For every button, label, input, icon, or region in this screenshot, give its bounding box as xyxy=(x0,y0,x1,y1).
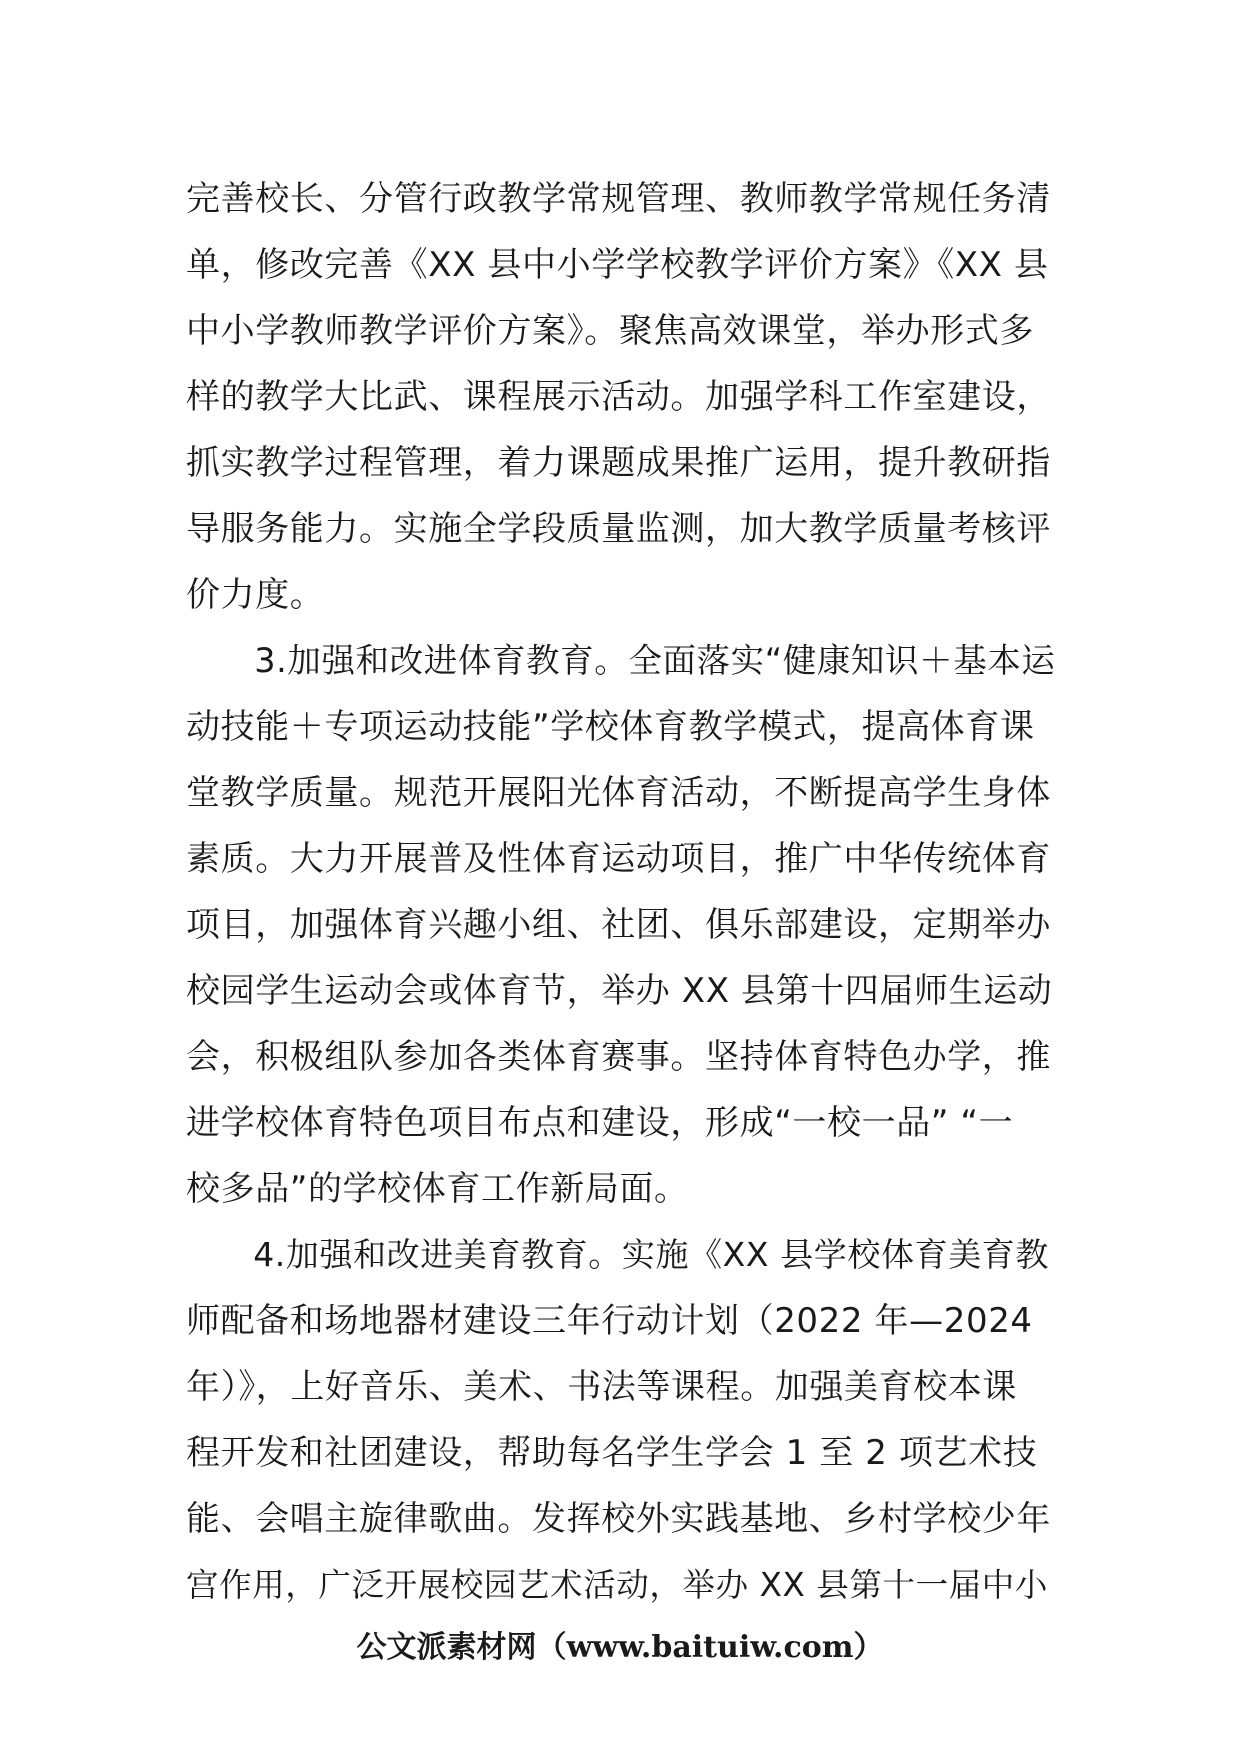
text-line: 校多品”的学校体育工作新局面。 xyxy=(186,1169,689,1209)
text-line: 堂教学质量。规范开展阳光体育活动，不断提高学生身体 xyxy=(186,773,1051,813)
text-line: 单，修改完善《XX 县中小学学校教学评价方案》《XX 县 xyxy=(186,245,1049,285)
text-line: 校园学生运动会或体育节，举办 XX 县第十四届师生运动 xyxy=(186,971,1053,1011)
text-line: 动技能＋专项运动技能”学校体育教学模式，提高体育课 xyxy=(186,707,1035,747)
text-line: 4.加强和改进美育教育。实施《XX 县学校体育美育教 xyxy=(186,1235,1049,1274)
text-line: 完善校长、分管行政教学常规管理、教师教学常规任务清 xyxy=(186,179,1051,219)
text-line: 抓实教学过程管理，着力课题成果推广运用，提升教研指 xyxy=(186,443,1051,483)
text-line: 能、会唱主旋律歌曲。发挥校外实践基地、乡村学校少年 xyxy=(186,1499,1051,1539)
text-line: 价力度。 xyxy=(186,575,325,615)
text-line: 会，积极组队参加各类体育赛事。坚持体育特色办学，推 xyxy=(186,1037,1051,1077)
text-line: 师配备和场地器材建设三年行动计划（2022 年—2024 xyxy=(186,1301,1033,1341)
text-line: 年）》，上好音乐、美术、书法等课程。加强美育校本课 xyxy=(186,1367,1017,1407)
text-line: 导服务能力。实施全学段质量监测，加大教学质量考核评 xyxy=(186,509,1051,549)
text-line: 项目，加强体育兴趣小组、社团、俱乐部建设，定期举办 xyxy=(186,905,1051,945)
text-line: 中小学教师教学评价方案》。聚焦高效课堂，举办形式多 xyxy=(186,311,1034,351)
body-text xyxy=(186,166,1057,1618)
text-line: 宫作用，广泛开展校园艺术活动，举办 XX 县第十一届中小 xyxy=(186,1566,1048,1604)
text-line: 3.加强和改进体育教育。全面落实“健康知识＋基本运 xyxy=(186,641,1056,680)
text-line: 进学校体育特色项目布点和建设，形成“一校一品” “一 xyxy=(186,1103,1014,1143)
text-line: 样的教学大比武、课程展示活动。加强学科工作室建设， xyxy=(186,377,1051,417)
text-line: 程开发和社团建设，帮助每名学生学会 1 至 2 项艺术技 xyxy=(186,1433,1038,1473)
text-line: 素质。大力开展普及性体育运动项目，推广中华传统体育 xyxy=(186,839,1051,879)
footer-watermark: 公文派素材网（www.baituiw.com） xyxy=(356,1630,884,1665)
